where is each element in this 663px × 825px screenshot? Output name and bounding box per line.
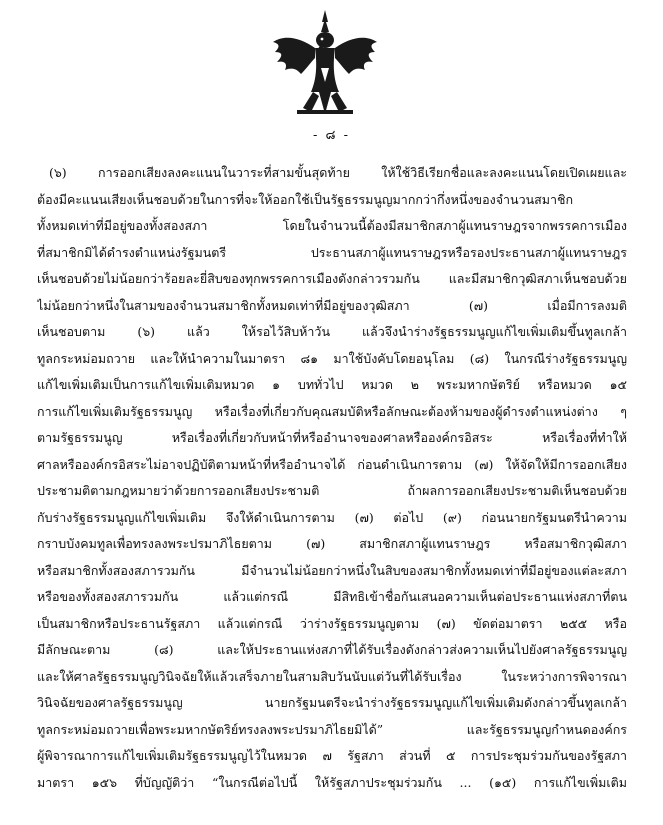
- text-line: ไม่น้อยกว่าหนึ่งในสามของจำนวนสมาชิกทั้งหมดเท่าที่มีอยู่ของวุฒิสภา (๗) เมื่อมีการลงมติ: [37, 297, 627, 313]
- garuda-emblem-icon: [271, 8, 379, 116]
- text-line: ทูลกระหม่อมถวายเพื่อพระมหากษัตริย์ทรงลงพระปรมาภิไธยมิได้” และรัฐธรรมนูญกำหนดองค์กร: [37, 721, 627, 737]
- text-line: ตามรัฐธรรมนูญ หรือเรื่องที่เกี่ยวกับหน้าที่หรืออำนาจของศาลหรือองค์กรอิสระ หรือเรื่องที่ทำให้: [37, 430, 627, 445]
- text-line: มาตรา ๑๕๖ ที่บัญญัติว่า “ในกรณีต่อไปนี้ ให้รัฐสภาประชุมร่วมกัน ... (๑๕) การแก้ไขเพิ่มเติม: [37, 774, 627, 790]
- text-line: กราบบังคมทูลเพื่อทรงลงพระปรมาภิไธยตาม (๗) สมาชิกสภาผู้แทนราษฎร หรือสมาชิกวุฒิสภา: [37, 536, 627, 551]
- text-line: หรือของทั้งสองสภารวมกัน แล้วแต่กรณี มีสิทธิเข้าชื่อกันเสนอความเห็นต่อประธานแห่งสภาที่ตน: [37, 589, 627, 604]
- text-line: เห็นชอบด้วยไม่น้อยกว่าร้อยละยี่สิบของทุกพรรคการเมืองดังกล่าวรวมกัน และมีสมาชิกวุฒิสภาเห็นชอบด้วย: [37, 271, 627, 286]
- text-line: เห็นชอบตาม (๖) แล้ว ให้รอไว้สิบห้าวัน แล้วจึงนำร่างรัฐธรรมนูญแก้ไขเพิ่มเติมขึ้นทูลเกล้า: [37, 324, 627, 339]
- emblem: [271, 8, 379, 116]
- text-line: ประชามติตามกฎหมายว่าด้วยการออกเสียงประชามติ ถ้าผลการออกเสียงประชามติเห็นชอบด้วย: [37, 483, 627, 498]
- text-line: ผู้พิจารณาการแก้ไขเพิ่มเติมรัฐธรรมนูญไว้ในหมวด ๗ รัฐสภา ส่วนที่ ๕ การประชุมร่วมกันของรัฐสภา: [37, 748, 627, 763]
- text-line: หรือสมาชิกทั้งสองสภารวมกัน มีจำนวนไม่น้อยกว่าหนึ่งในสิบของสมาชิกทั้งหมดเท่าที่มีอยู่ของแต่ละสภา: [37, 562, 627, 578]
- text-line: แก้ไขเพิ่มเติมเป็นการแก้ไขเพิ่มเติมหมวด ๑ บททั่วไป หมวด ๒ พระมหากษัตริย์ หรือหมวด ๑๕: [37, 377, 627, 392]
- text-line: การแก้ไขเพิ่มเติมรัฐธรรมนูญ หรือเรื่องที่เกี่ยวกับคุณสมบัติหรือลักษณะต้องห้ามของผู้ดำรงตำแหน่งต่าง ๆ: [37, 403, 627, 419]
- text-line: กับร่างรัฐธรรมนูญแก้ไขเพิ่มเติม จึงให้ดำเนินการตาม (๗) ต่อไป (๙) ก่อนนายกรัฐมนตรีนำความ: [37, 509, 627, 525]
- text-line: วินิจฉัยของศาลรัฐธรรมนูญ นายกรัฐมนตรีจะนำร่างรัฐธรรมนูญแก้ไขเพิ่มเติมดังกล่าวขึ้นทูลเกล้า: [37, 695, 627, 710]
- text-line: และให้ศาลรัฐธรรมนูญวินิจฉัยให้แล้วเสร็จภายในสามสิบวันนับแต่วันที่ได้รับเรื่อง ในระหว่างการพิจารณา: [37, 668, 627, 684]
- text-line: ศาลหรือองค์กรอิสระไม่อาจปฏิบัติตามหน้าที่หรืออำนาจได้ ก่อนดำเนินการตาม (๗) ให้จัดให้มีการออกเสียง: [37, 456, 627, 472]
- text-line: มีลักษณะตาม (๘) และให้ประธานแห่งสภาที่ได้รับเรื่องดังกล่าวส่งความเห็นไปยังศาลรัฐธรรมนูญ: [37, 642, 627, 657]
- text-line: (๖) การออกเสียงลงคะแนนในวาระที่สามขั้นสุดท้าย ให้ใช้วิธีเรียกชื่อและลงคะแนนโดยเปิดเผยและ: [49, 165, 627, 180]
- text-line: ทั้งหมดเท่าที่มีอยู่ของทั้งสองสภา โดยในจำนวนนี้ต้องมีสมาชิกสภาผู้แทนราษฎรจากพรรคการเมือง: [37, 218, 627, 233]
- text-line: ต้องมีคะแนนเสียงเห็นชอบด้วยในการที่จะให้ออกใช้เป็นรัฐธรรมนูญมากกว่ากึ่งหนึ่งของจำนวนสมาชิก: [37, 191, 574, 207]
- body-text: [37, 160, 627, 796]
- text-line: ที่สมาชิกมิได้ดำรงตำแหน่งรัฐมนตรี ประธานสภาผู้แทนราษฎรหรือรองประธานสภาผู้แทนราษฎร: [37, 244, 627, 260]
- text-line: เป็นสมาชิกหรือประธานรัฐสภา แล้วแต่กรณี ว่าร่างรัฐธรรมนูญตาม (๗) ขัดต่อมาตรา ๒๕๕ หรือ: [37, 615, 627, 631]
- text-line: ทูลกระหม่อมถวาย และให้นำความในมาตรา ๘๑ มาใช้บังคับโดยอนุโลม (๘) ในกรณีร่างรัฐธรรมนูญ: [37, 350, 627, 366]
- page-number: - ๘ -: [312, 128, 351, 143]
